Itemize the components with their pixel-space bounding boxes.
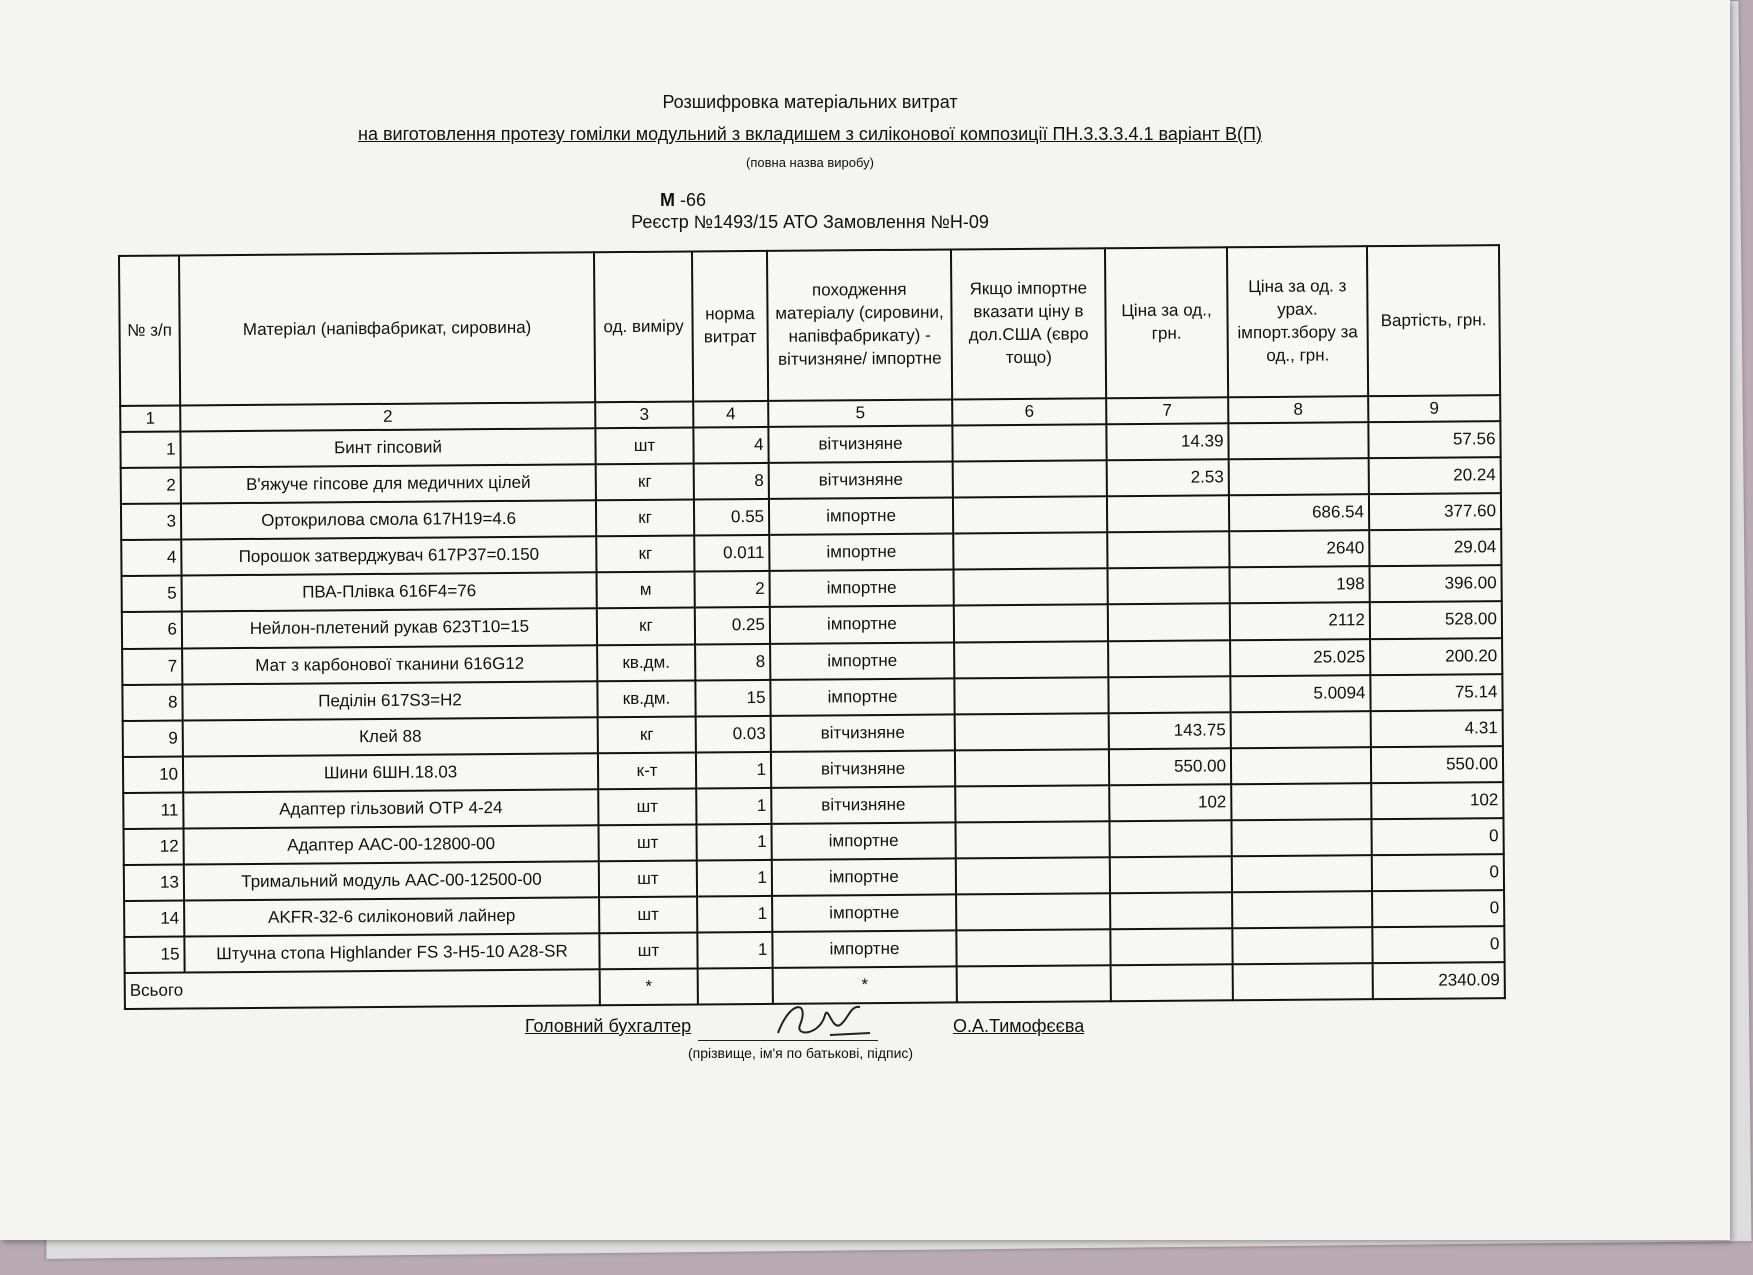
column-number: 3 (595, 402, 693, 429)
material-name-cell: Ортокрилова смола 617Н19=4.6 (181, 501, 596, 540)
row-number-cell: 2 (121, 468, 181, 505)
unit-price-import-cell (1231, 783, 1371, 820)
norm-cell: 8 (695, 643, 770, 680)
norm-cell: 1 (696, 752, 771, 789)
cost-cell: 0 (1371, 818, 1503, 855)
unit-price-cell (1110, 892, 1232, 929)
unit-price-cell (1110, 856, 1232, 893)
unit-cell: шт (595, 428, 693, 465)
unit-cell: шт (599, 896, 697, 933)
total-empty-cell (1111, 964, 1233, 1001)
total-label: Всього (125, 969, 600, 1009)
unit-price-cell (1110, 928, 1232, 965)
unit-price-cell (1108, 604, 1230, 641)
cost-cell: 200.20 (1370, 638, 1502, 675)
origin-cell: імпортне (770, 678, 954, 715)
unit-price-import-cell (1232, 855, 1372, 892)
unit-price-cell (1107, 496, 1229, 533)
material-name-cell: Клей 88 (183, 717, 598, 756)
column-number: 7 (1106, 397, 1228, 424)
origin-cell: вітчизняне (771, 786, 955, 823)
column-number: 9 (1368, 395, 1500, 422)
origin-cell: імпортне (772, 894, 956, 931)
unit-cell: кв.дм. (597, 644, 695, 681)
column-number: 6 (952, 398, 1106, 425)
usd-price-cell (956, 857, 1110, 894)
unit-price-import-cell: 25.025 (1230, 639, 1370, 676)
material-name-cell: Адаптер ААС-00-12800-00 (184, 825, 599, 864)
cost-cell: 20.24 (1369, 457, 1501, 494)
unit-cell: кг (598, 716, 696, 753)
row-number-cell: 13 (124, 864, 184, 901)
row-number-cell: 12 (124, 828, 184, 865)
material-name-cell: Тримальний модуль ААС-00-12500-00 (184, 861, 599, 900)
unit-price-import-cell: 2640 (1229, 531, 1369, 568)
column-number: 8 (1228, 396, 1368, 423)
signature-image (770, 995, 880, 1045)
unit-price-import-cell (1231, 747, 1371, 784)
usd-price-cell (952, 424, 1106, 461)
cost-cell: 102 (1371, 782, 1503, 819)
unit-cell: кг (596, 500, 694, 537)
unit-cell: шт (599, 860, 697, 897)
cost-cell: 0 (1372, 926, 1504, 963)
norm-cell: 15 (695, 679, 770, 716)
origin-cell: імпортне (770, 606, 954, 643)
total-unit-mark: * (600, 968, 698, 1005)
column-header: Якщо імпортне вказати ціну в дол.США (євро тощо) (951, 248, 1106, 399)
cost-cell: 29.04 (1369, 530, 1501, 567)
unit-price-cell: 102 (1109, 784, 1231, 821)
row-number-cell: 5 (122, 576, 182, 613)
usd-price-cell (954, 677, 1108, 714)
material-name-cell: ПВА-Плівка 616F4=76 (182, 573, 597, 612)
unit-price-import-cell (1229, 458, 1369, 495)
row-number-cell: 6 (122, 612, 182, 649)
material-name-cell: Мат з карбонової тканини 616G12 (182, 645, 597, 684)
unit-price-import-cell (1232, 891, 1372, 928)
usd-price-cell (954, 641, 1108, 678)
row-number-cell: 4 (121, 540, 181, 577)
norm-cell: 4 (693, 427, 768, 464)
column-number: 2 (180, 402, 595, 431)
unit-price-import-cell (1231, 819, 1371, 856)
materials-table (118, 244, 1506, 1010)
origin-cell: вітчизняне (769, 462, 953, 499)
cost-cell: 75.14 (1370, 674, 1502, 711)
origin-cell: імпортне (772, 858, 956, 895)
norm-cell: 1 (696, 824, 771, 861)
usd-price-cell (956, 893, 1110, 930)
origin-cell: імпортне (769, 534, 953, 571)
material-name-cell: Шини 6ШН.18.03 (183, 753, 598, 792)
unit-price-cell (1109, 820, 1231, 857)
unit-cell: кг (596, 536, 694, 573)
cost-cell: 550.00 (1371, 746, 1503, 783)
column-header: норма витрат (692, 251, 768, 402)
norm-cell: 1 (696, 788, 771, 825)
unit-price-cell: 550.00 (1109, 748, 1231, 785)
cost-cell: 4.31 (1371, 710, 1503, 747)
origin-cell: імпортне (772, 930, 956, 967)
document-title: Розшифровка матеріальних витрат (662, 92, 958, 112)
unit-cell: кв.дм. (597, 680, 695, 717)
row-number-cell: 8 (122, 684, 182, 721)
signature-line (698, 1040, 878, 1041)
unit-price-cell (1107, 532, 1229, 569)
row-number-cell: 7 (122, 648, 182, 685)
unit-price-import-cell (1232, 927, 1372, 964)
origin-cell: імпортне (770, 642, 954, 679)
unit-cell: шт (598, 824, 696, 861)
unit-cell: кг (597, 608, 695, 645)
unit-price-import-cell: 5.0094 (1230, 675, 1370, 712)
unit-price-cell (1108, 640, 1230, 677)
material-name-cell: Педілін 617S3=H2 (182, 681, 597, 720)
norm-cell: 1 (697, 860, 772, 897)
usd-price-cell (953, 569, 1107, 606)
total-empty-cell (1233, 963, 1373, 1000)
unit-price-import-cell (1231, 711, 1371, 748)
column-header: од. виміру (594, 251, 693, 402)
unit-price-import-cell: 2112 (1230, 603, 1370, 640)
cost-cell: 396.00 (1369, 566, 1501, 603)
signer-name: О.А.Тимофєєва (953, 1016, 1085, 1036)
total-origin-mark: * (773, 966, 957, 1004)
unit-price-import-cell (1228, 422, 1368, 459)
origin-cell: вітчизняне (768, 426, 952, 463)
material-name-cell: AKFR-32-6 силіконовий лайнер (184, 897, 599, 936)
column-number: 1 (120, 406, 180, 433)
column-header: Вартість, грн. (1367, 245, 1500, 396)
unit-price-cell (1108, 676, 1230, 713)
row-number-cell: 3 (121, 504, 181, 541)
material-name-cell: Штучна стопа Highlander FS 3-H5-10 A28-SR (184, 933, 599, 972)
material-name-cell: Адаптер гільзовий ОТР 4-24 (183, 789, 598, 828)
column-header: Ціна за од., грн. (1105, 247, 1228, 398)
registry-line: Реєстр №1493/15 АТО Замовлення №Н-09 (631, 212, 989, 232)
origin-cell: вітчизняне (771, 750, 955, 787)
usd-price-cell (953, 497, 1107, 534)
row-number-cell: 1 (120, 432, 180, 469)
product-code-letter: М (660, 190, 675, 210)
unit-cell: к-т (598, 752, 696, 789)
unit-cell: шт (599, 932, 697, 969)
origin-cell: імпортне (769, 498, 953, 535)
usd-price-cell (955, 749, 1109, 786)
norm-cell: 0.25 (695, 607, 770, 644)
cost-cell: 377.60 (1369, 493, 1501, 530)
norm-cell: 1 (697, 932, 772, 969)
unit-cell: шт (598, 788, 696, 825)
material-name-cell: Бинт гіпсовий (180, 428, 595, 467)
cost-cell: 57.56 (1368, 421, 1500, 458)
norm-cell: 0.03 (696, 715, 771, 752)
row-number-cell: 11 (123, 792, 183, 829)
column-number: 4 (693, 401, 768, 428)
unit-price-import-cell: 686.54 (1229, 494, 1369, 531)
usd-price-cell (955, 713, 1109, 750)
origin-cell: імпортне (771, 822, 955, 859)
column-header: походження матеріалу (сировини, напівфабрикату) - вітчизняне/ імпортне (767, 249, 952, 401)
product-name-note: (повна назва виробу) (746, 155, 874, 170)
unit-price-cell: 2.53 (1107, 460, 1229, 497)
row-number-cell: 10 (123, 756, 183, 793)
total-empty-cell (698, 968, 773, 1005)
usd-price-cell (953, 533, 1107, 570)
norm-cell: 8 (694, 463, 769, 500)
column-header: Матеріал (напівфабрикат, сировина) (179, 252, 595, 405)
origin-cell: вітчизняне (771, 714, 955, 751)
total-empty-cell (957, 965, 1111, 1002)
usd-price-cell (955, 821, 1109, 858)
cost-cell: 0 (1372, 890, 1504, 927)
row-number-cell: 15 (124, 936, 184, 973)
unit-cell: кг (596, 464, 694, 501)
material-name-cell: Нейлон-плетений рукав 623Т10=15 (182, 609, 597, 648)
unit-price-cell: 14.39 (1106, 424, 1228, 461)
table-header-row (119, 245, 1500, 406)
row-number-cell: 14 (124, 900, 184, 937)
signature-note: (прізвище, ім'я по батькові, підпис) (688, 1045, 914, 1061)
unit-cell: м (597, 572, 695, 609)
cost-cell: 528.00 (1370, 602, 1502, 639)
signer-role: Головний бухгалтер (525, 1016, 692, 1036)
column-number: 5 (768, 400, 952, 427)
unit-price-cell: 143.75 (1109, 712, 1231, 749)
origin-cell: імпортне (770, 570, 954, 607)
unit-price-import-cell: 198 (1229, 567, 1369, 604)
product-code-number: -66 (680, 190, 707, 210)
norm-cell: 1 (697, 896, 772, 933)
usd-price-cell (955, 785, 1109, 822)
norm-cell: 0.011 (694, 535, 769, 572)
usd-price-cell (954, 605, 1108, 642)
row-number-cell: 9 (123, 720, 183, 757)
product-code (660, 190, 706, 211)
cost-cell: 0 (1372, 854, 1504, 891)
column-header: № з/п (119, 256, 180, 407)
norm-cell: 2 (695, 571, 770, 608)
unit-price-cell (1107, 568, 1229, 605)
usd-price-cell (956, 929, 1110, 966)
material-name-cell: В'яжуче гіпсове для медичних цілей (181, 465, 596, 504)
product-name: на виготовлення протезу гомілки модульний з вкладишем з силіконової композиції ПН.3.3.3.4.1 варіант В(П) (358, 124, 1262, 144)
total-cost: 2340.09 (1373, 962, 1505, 999)
material-name-cell: Порошок затверджувач 617Р37=0.150 (181, 537, 596, 576)
column-header: Ціна за од. з урах. імпорт.збору за од., грн. (1227, 246, 1368, 397)
norm-cell: 0.55 (694, 499, 769, 536)
usd-price-cell (953, 461, 1107, 498)
